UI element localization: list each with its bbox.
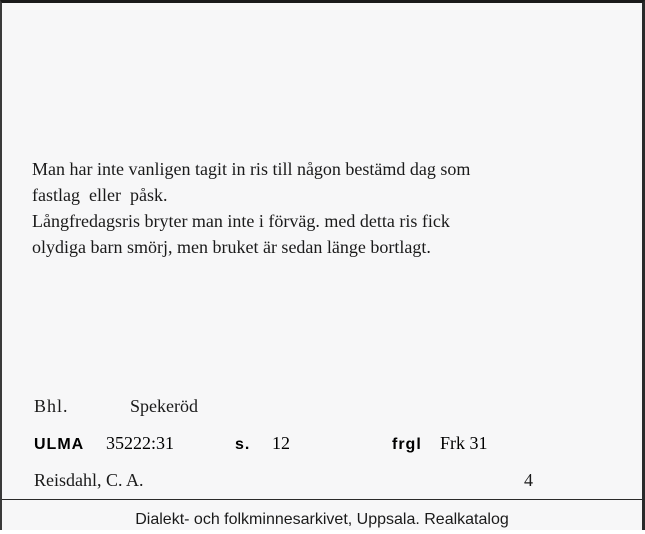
card-footer [2, 499, 642, 534]
archive-number: 35222:31 [106, 433, 175, 453]
body-line: fastlag eller påsk. [32, 185, 168, 205]
questionnaire-value: Frk 31 [440, 433, 488, 453]
archive-label: ULMA [34, 436, 85, 453]
location-row [34, 396, 198, 417]
village-name: Spekeröd [130, 396, 198, 416]
body-line: Långfredagsris bryter man inte i förväg. med detta ris fick [32, 211, 450, 231]
reference-row [34, 433, 634, 459]
questionnaire-label: frgl [392, 436, 422, 453]
collector-row [34, 470, 634, 491]
card-number: 4 [524, 470, 533, 490]
body-line: Man har inte vanligen tagit in ris till någon bestämd dag som [32, 159, 471, 179]
page-label: s. [235, 436, 251, 453]
institution-name: Dialekt- och folkminnesarkivet, Uppsala. Realkatalog [135, 511, 509, 528]
page-number: 12 [272, 433, 290, 453]
parish-abbreviation: Bhl. [34, 396, 69, 416]
collector-name: Reisdahl, C. A. [34, 470, 144, 490]
body-line: olydiga barn smörj, men bruket är sedan länge bortlagt. [32, 237, 431, 257]
card-body-text [32, 156, 632, 260]
